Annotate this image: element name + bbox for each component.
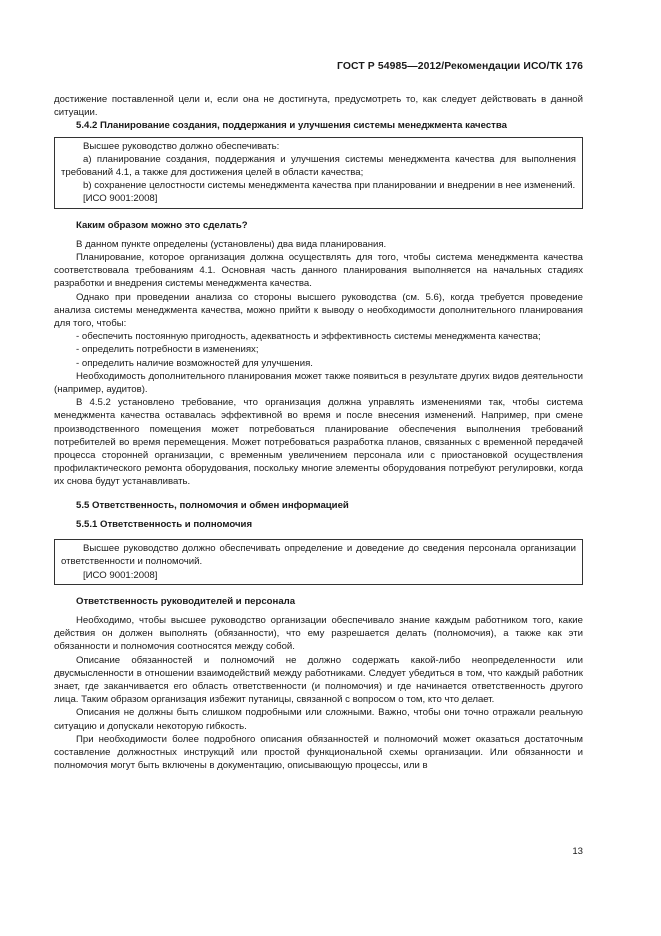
section-5-4-2-heading: 5.4.2 Планирование создания, поддержания и улучшения системы менеджмента качества xyxy=(76,120,507,132)
page-header: ГОСТ Р 54985—2012/Рекомендации ИСО/ТК 176 xyxy=(336,61,583,72)
box-paragraph: Высшее руководство должно обеспечивать определение и доведение до сведения персонала организации ответственности и полномочий. xyxy=(61,543,576,568)
list-item: - определить потребности в изменениях; xyxy=(76,344,259,356)
body-paragraph: Описание обязанностей и полномочий не должно содержать какой-либо неопределенности или двусмысленности в отношении взаимодействий между работниками. Следует убедиться в том, что каждый работник знает, где заканчивается его область ответственности (и полномочия) и где начинается ответственность другого лица. Таким образом организация избежит путаницы, связанной с вопросом о том, кто что делает. xyxy=(54,654,583,706)
requirement-box-5-4-2 xyxy=(54,137,583,209)
page-content xyxy=(54,93,583,772)
section-5-5-1-heading: 5.5.1 Ответственность и полномочия xyxy=(76,518,253,530)
body-paragraph: Описания не должны быть слишком подробными или сложными. Важно, чтобы они точно отражали реальную ситуацию и допускали некоторую гибкость. xyxy=(54,707,583,732)
section-5-5-heading: 5.5 Ответственность, полномочия и обмен информацией xyxy=(76,499,349,511)
how-heading: Каким образом можно это сделать? xyxy=(76,219,248,231)
intro-paragraph: достижение поставленной цели и, если она не достигнута, предусмотреть то, как следует действовать в данной ситуации. xyxy=(54,94,583,119)
list-item: - определить наличие возможностей для улучшения. xyxy=(76,357,313,369)
body-paragraph: Однако при проведении анализа со стороны высшего руководства (см. 5.6), когда требуется проведение анализа системы менеджмента качества, можно прийти к выводу о необходимости дополнительного планирования для того, чтобы: xyxy=(54,291,583,330)
body-paragraph: Необходимость дополнительного планирования может также появиться в результате других видов деятельности (например, аудитов). xyxy=(54,370,583,396)
list-item: - обеспечить постоянную пригодность, адекватность и эффективность системы менеджмента качества; xyxy=(76,331,541,343)
page-number: 13 xyxy=(572,846,583,857)
requirement-box-5-5-1 xyxy=(54,539,583,585)
box-paragraph: b) сохранение целостности системы менеджмента качества при планировании и внедрении в нее изменений. xyxy=(83,180,576,192)
box-paragraph: Высшее руководство должно обеспечивать: xyxy=(83,140,280,152)
box-paragraph: а) планирование создания, поддержания и улучшения системы менеджмента качества для выполнения требований 4.1, а также для достижения целей в области качества; xyxy=(61,153,576,179)
body-paragraph: При необходимости более подробного описания обязанностей и полномочий может оказаться достаточным составление должностных инструкций или простой функциональной схемы организации. Или обязанности и полномочия могут быть включены в документацию, описывающую процессы, или в xyxy=(54,733,583,772)
body-paragraph: В 4.5.2 установлено требование, что организация должна управлять изменениями так, чтобы система менеджмента качества оставалась эффективной во время и после внесения изменений. Например, при смене производственного помещения может потребоваться планирование обеспечения выполнения требований потребителей во время перемещения. Может потребоваться разработка планов, связанных с временной передачей процесса сторонней организации, с временным увеличением персонала или с приостановкой осуществления профилактического ремонта оборудования, поскольку многие элементы оборудования потребуют регулировки, когда их снова будут устанавливать. xyxy=(54,397,583,488)
responsibility-subheading: Ответственность руководителей и персонала xyxy=(76,595,296,607)
box-reference: [ИСО 9001:2008] xyxy=(83,193,158,205)
body-paragraph: Планирование, которое организация должна осуществлять для того, чтобы система менеджмента качества соответствовала требованиям 4.1. Основная часть данного планирования выполняется на начальных стадиях разработки и внедрения системы менеджмента качества. xyxy=(54,252,583,290)
body-paragraph: В данном пункте определены (установлены) два вида планирования. xyxy=(76,238,387,250)
box-reference: [ИСО 9001:2008] xyxy=(83,569,158,581)
body-paragraph: Необходимо, чтобы высшее руководство организации обеспечивало знание каждым работником того, какие действия он должен выполнять (обязанности), что ему разрешается делать (полномочия), а также как эти обязанности и полномочия соотносятся между собой. xyxy=(54,614,583,653)
